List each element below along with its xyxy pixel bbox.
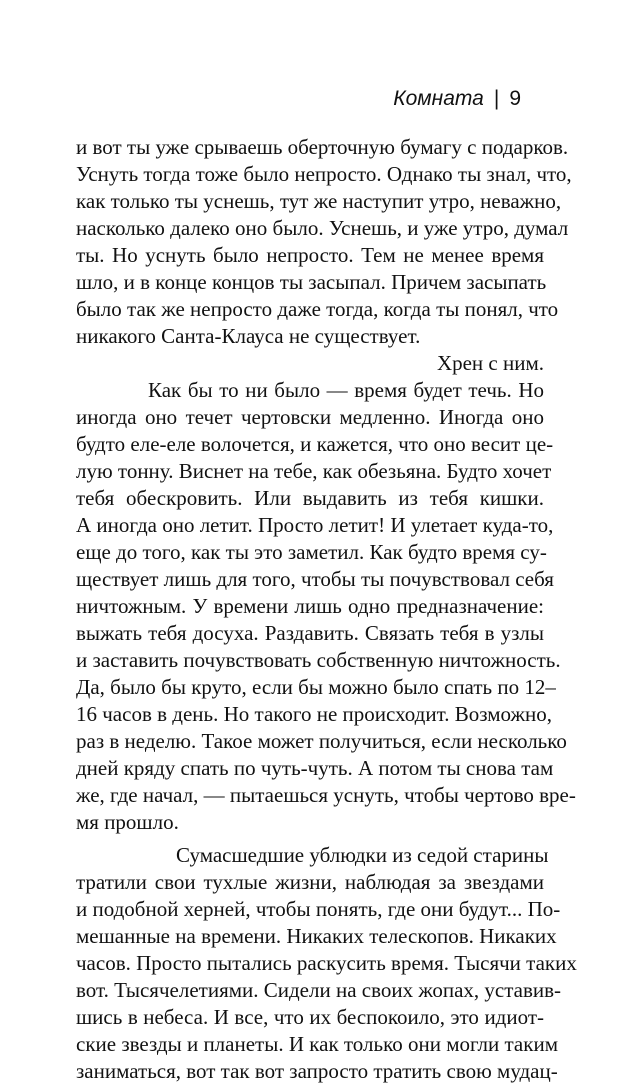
paragraph-4 [76, 842, 577, 1085]
text-line: часов. Просто пытались раскусить время. Тысячи таких [76, 951, 577, 975]
text-line: ты. Но уснуть было непросто. Тем не менее время [76, 243, 544, 267]
text-line: тебя обескровить. Или выдавить из тебя кишки. [76, 486, 544, 510]
text-line: Уснуть тогда тоже было непросто. Однако ты знал, что, [76, 162, 572, 186]
paragraph-3 [76, 377, 576, 836]
text-line: дней кряду спать по чуть-чуть. А потом ты снова там [76, 756, 554, 780]
text-line: 16 часов в день. Но такого не происходит. Возможно, [76, 702, 552, 726]
text-line: и подобной херней, чтобы понять, где они будут... По- [76, 897, 561, 921]
text-line: Сумасшедшие ублюдки из седой старины [176, 843, 549, 867]
page-body [76, 134, 577, 1085]
paragraph-2 [76, 350, 544, 377]
text-line: и заставить почувствовать собственную ничтожность. [76, 648, 561, 672]
text-line: заниматься, вот так вот запросто тратить свою мудац- [76, 1059, 558, 1083]
text-line: выжать тебя досуха. Раздавить. Связать тебя в узлы [76, 621, 544, 645]
page-number: 9 [509, 87, 521, 110]
text-line: мя прошло. [76, 810, 179, 834]
text-line: вот. Тысячелетиями. Сидели на своих жопах, уставив- [76, 978, 562, 1002]
text-line: как только ты уснешь, тут же наступит утро, неважно, [76, 189, 562, 213]
text-line: ществует лишь для того, чтобы ты почувствовал себя [76, 567, 554, 591]
text-line: ские звезды и планеты. И как только они могли таким [76, 1032, 558, 1056]
running-header [393, 86, 521, 112]
text-line: мешанные на времени. Никаких телескопов. Никаких [76, 924, 557, 948]
text-line: шись в небеса. И все, что их беспокоило, это идиот- [76, 1005, 544, 1029]
text-line: же, где начал, — пытаешься уснуть, чтобы чертово вре- [76, 783, 576, 807]
text-line: будто еле-еле волочется, и кажется, что оно весит це- [76, 432, 554, 456]
text-line: Да, было бы круто, если бы можно было спать по 12– [76, 675, 556, 699]
text-line: еще до того, как ты это заметил. Как будто время су- [76, 540, 547, 564]
text-line: иногда оно течет чертовски медленно. Иногда оно [76, 405, 544, 429]
text-line: и вот ты уже срываешь оберточную бумагу с подарков. [76, 135, 569, 159]
text-line: лую тонну. Виснет на тебе, как обезьяна. Будто хочет [76, 459, 552, 483]
text-line: тратили свои тухлые жизни, наблюдая за звездами [76, 870, 544, 894]
text-line: Хрен с ним. [436, 351, 544, 375]
text-line: никакого Санта-Клауса не существует. [76, 324, 421, 348]
text-line: ничтожным. У времени лишь одно предназначение: [76, 594, 544, 618]
text-line: А иногда оно летит. Просто летит! И улетает куда-то, [76, 513, 554, 537]
text-line: раз в неделю. Такое может получиться, если несколько [76, 729, 567, 753]
text-line: Как бы то ни было — время будет течь. Но [148, 378, 544, 402]
header-separator: | [493, 87, 500, 110]
text-line: было так же непросто даже тогда, когда ты понял, что [76, 297, 559, 321]
paragraph-1 [76, 134, 572, 350]
chapter-title: Комната [393, 87, 484, 110]
text-line: насколько далеко оно было. Уснешь, и уже утро, думал [76, 216, 569, 240]
text-line: шло, и в конце концов ты засыпал. Причем засыпать [76, 270, 547, 294]
